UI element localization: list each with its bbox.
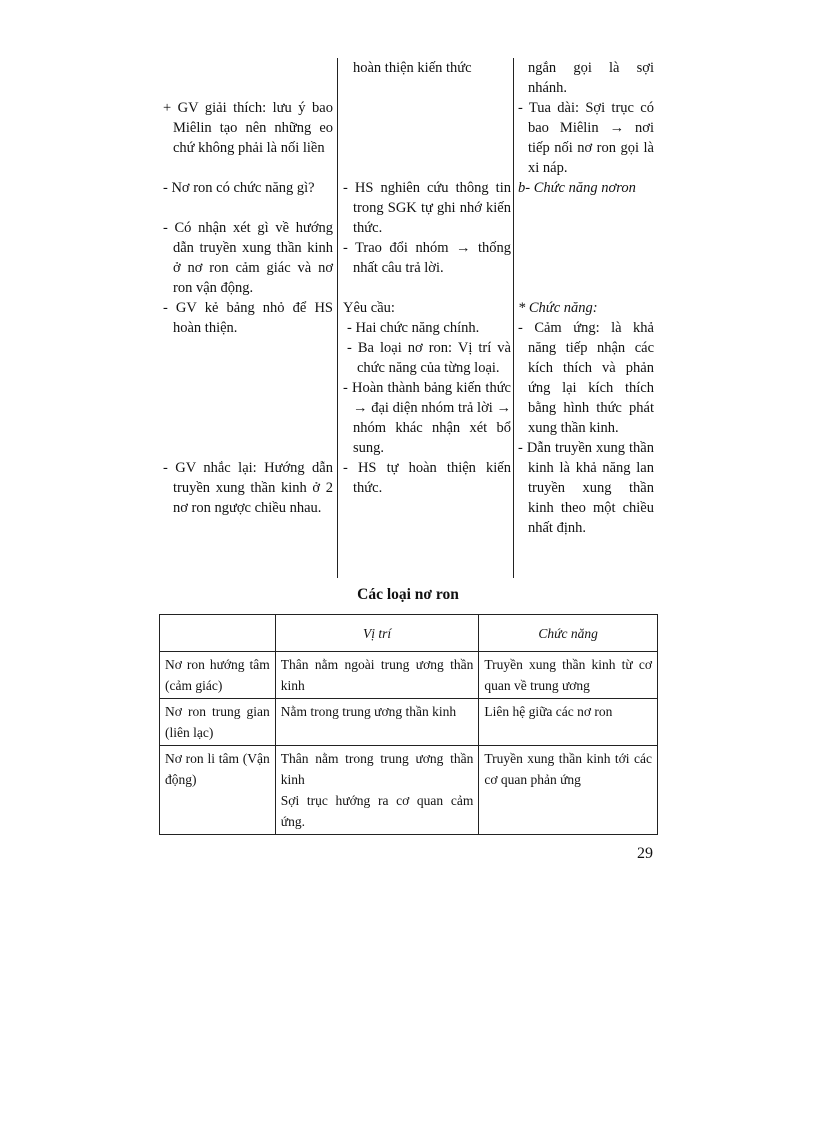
header-empty (160, 615, 276, 652)
function-cell: Truyền xung thần kinh từ cơ quan về trung ương (479, 652, 658, 699)
teacher-note-myelin: + GV giải thích: lưu ý bao Miêlin tạo nên những eo chứ không phải là nối liền (163, 100, 333, 156)
table-row (160, 746, 658, 835)
function-cell: Liên hệ giữa các nơ ron (479, 699, 658, 746)
table-row (160, 699, 658, 746)
content-functions: * Chức năng: - Cảm ứng: là khả năng tiếp nhận các kích thích và phản ứng lại kích thích bằng hình thức phát xung thần kinh. - Dẫn truyền xung thần kinh là khả năng lan truyền xung thần kinh theo một chiều nhất định. (518, 300, 654, 536)
position-text: Thân nằm trong trung ương thần kinh (280, 751, 474, 787)
header-position: Vị trí (275, 615, 479, 652)
position-text-extra: Sợi trục hướng ra cơ quan cảm ứng. (280, 793, 474, 829)
content-axon: - Tua dài: Sợi trục có bao Miêlin → nơi tiếp nối nơ ron gọi là xi náp. (518, 100, 654, 176)
position-cell: Nằm trong trung ương thần kinh (275, 699, 479, 746)
teacher-question-direction: - Có nhận xét gì về hướng dẫn truyền xung thần kinh ở nơ ron cảm giác và nơ ron vận động. (163, 220, 333, 296)
table-row (160, 652, 658, 699)
neuron-types-table (159, 614, 658, 835)
content-section-heading: b- Chức năng nơron (518, 180, 636, 196)
neuron-type-cell: Nơ ron li tâm (Vận động) (160, 746, 276, 835)
column-divider-1 (337, 58, 338, 578)
table-header-row (160, 615, 658, 652)
teacher-recap: - GV nhắc lại: Hướng dẫn truyền xung thần kinh ở 2 nơ ron ngược chiều nhau. (163, 460, 333, 516)
student-research: - HS nghiên cứu thông tin trong SGK tự ghi nhớ kiến thức. (343, 180, 511, 236)
header-function: Chức năng (479, 615, 658, 652)
student-discussion: - Trao đổi nhóm → thống nhất câu trả lời. (343, 240, 511, 276)
function-cell: Truyền xung thần kinh tới các cơ quan phản ứng (479, 746, 658, 835)
content-dendrite: ngắn gọi là sợi nhánh. (528, 60, 654, 96)
position-cell: Thân nằm ngoài trung ương thần kinh (275, 652, 479, 699)
column-divider-2 (513, 58, 514, 578)
page-number: 29 (637, 845, 653, 862)
teacher-table-task: - GV kẻ bảng nhỏ để HS hoàn thiện. (163, 300, 333, 336)
neuron-type-cell: Nơ ron hướng tâm (cảm giác) (160, 652, 276, 699)
student-requirements: Yêu cầu: - Hai chức năng chính. - Ba loại nơ ron: Vị trí và chức năng của từng loại. - Hoàn thành bảng kiến thức → đại diện nhóm trả lời → nhóm khác nhận xét bổ sung. - HS tự hoàn thiện kiến thức. (343, 300, 511, 496)
student-text-top: hoàn thiện kiến thức (353, 60, 472, 76)
neuron-type-cell: Nơ ron trung gian (liên lạc) (160, 699, 276, 746)
lesson-columns (163, 58, 663, 578)
position-cell (275, 746, 479, 835)
teacher-question-function: - Nơ ron có chức năng gì? (163, 180, 315, 196)
table-title: Các loại nơ ron (357, 586, 459, 603)
